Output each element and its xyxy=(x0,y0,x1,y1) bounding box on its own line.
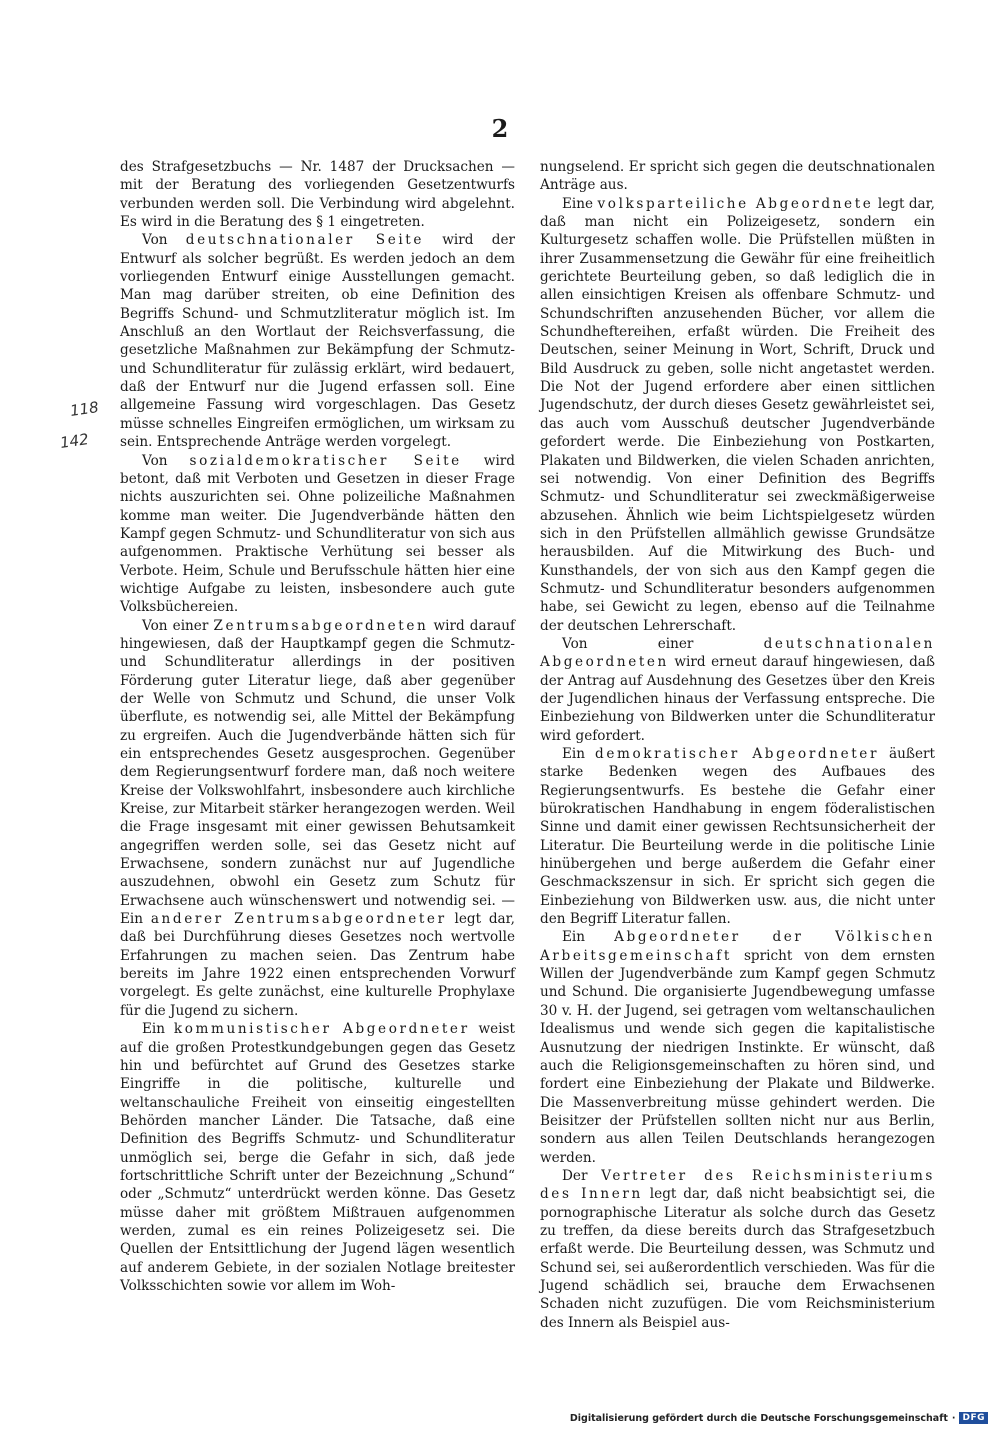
paragraph-text: Von einer xyxy=(142,617,214,634)
spaced-speaker-label: Zentrumsabgeordneten xyxy=(213,617,429,634)
spaced-speaker-label: volksparteiliche Abgeordnete xyxy=(597,195,874,212)
paragraph-text: Von einer xyxy=(562,635,764,652)
spaced-speaker-label: deutschnationalen Abgeordneten xyxy=(540,635,935,671)
footer xyxy=(570,1412,988,1424)
footer-separator-icon: · xyxy=(951,1412,956,1424)
paragraph xyxy=(120,617,515,1021)
spaced-speaker-label: sozialdemokratischer Seite xyxy=(189,452,462,469)
paragraph-text: legt dar, daß man nicht ein Polizeigesetz, sondern ein Kulturgesetz schaffen wolle. Die Prüfstellen müßten in ihrer Zusammensetzung die Gewähr für eine freiheitlich gerichtete Beurteilung geben, so daß lediglich die in allen einsichtigen Kreisen als offenbare Schmutz- und Schundschriften anzusehenden Bücher, vor allem die Schundheftereihen, erfaßt würden. Die Freiheit des Deutschen, seiner Meinung in Wort, Schrift, Druck und Bild Ausdruck zu geben, solle nicht angetastet werden. Die Not der Jugend erfordere aber einen sittlichen Jugendschutz, der durch dieses Gesetz gewährleistet sei, das auch vom Ausschuß deutscher Jugendverbände gefordert werde. Die Einbeziehung von Postkarten, Plakaten und Bildwerken, die vielen Schaden anrichten, sei notwendig. Von einer Definition des Begriffs Schmutz- und Schundliteratur sei zweckmäßigerweise abzusehen. Ähnlich wie beim Lichtspielgesetz würden sich in den Prüfstellen allmählich gewisse Grundsätze herausbilden. Auf die Mitwirkung des Buch- und Kunsthandels, der von sich aus den Kampf gegen die Schmutz- und Schundliteratur besonders aufgenommen habe, sei Gewicht zu legen, ebenso auf die Teilnahme der deutschen Lehrerschaft. xyxy=(540,195,935,634)
right-column xyxy=(540,158,935,1332)
spaced-speaker-label: Abgeordneter der Völkischen Arbeitsgemeinschaft xyxy=(540,929,935,964)
paragraph-text: wird erneut darauf hingewiesen, daß der Antrag auf Ausdehnung des Gesetzes über den Kreis der Jugendlichen hinaus der Verfassung entspreche. Die Einbeziehung von Bildwerken unter die Schundliteratur wird gefordert. xyxy=(540,654,935,744)
paragraph-text: Ein xyxy=(562,929,615,946)
continued-paragraph xyxy=(120,158,515,231)
paragraph-text: Von xyxy=(142,232,186,249)
paragraph-text: wird betont, daß mit Verboten und Gesetzen in dieser Frage nichts auszurichten sei. Ohne polizeiliche Maßnahmen komme man weiter. Die Jugendverbände hätten den Kampf gegen Schmutz- und Schundliteratur von sich aus aufgenommen. Praktische Verhütung sei besser als Verbote. Heim, Schule und Berufsschule hätten hier eine wichtige Aufgabe zu leisten, insbesondere auch gute Volksbüchereien. xyxy=(120,452,515,616)
paragraph xyxy=(120,1020,515,1295)
paragraph-text: nungselend. Er spricht sich gegen die deutschnationalen Anträge aus. xyxy=(540,159,935,194)
paragraph-text: Von xyxy=(142,452,190,469)
paragraph-text: des Strafgesetzbuchs — Nr. 1487 der Drucksachen — mit der Beratung des vorliegenden Gesetzentwurfs verbunden werden soll. Die Verbindung wird abgelehnt. Es wird in die Beratung des § 1 eingetreten. xyxy=(120,159,515,231)
paragraph xyxy=(540,195,935,635)
continued-paragraph xyxy=(540,158,935,195)
paragraph-text: wird darauf hingewiesen, daß der Hauptkampf gegen die Schmutz- und Schundliteratur allerdings in der positiven Förderung guter Literatur liege, daß aber gegenüber der Welle von Schmutz und Schund, die unser Volk überflute, es notwendig sei, alle Mittel der Bekämpfung zu ergreifen. Auch die Jugendverbände hätten sich für ein entsprechendes Gesetz ausgesprochen. Gegenüber dem Regierungsentwurf fordere man, daß noch weitere Kreise der Volkswohlfahrt, insbesondere auch kirchliche Kreise, zur Mitarbeit stärker herangezogen werden. Weil die Frage insgesamt mit einer gewissen Behutsamkeit angegriffen werden solle, sei das Gesetz nicht auf Erwachsene, sondern zunächst nur auf Jugendliche auszudehnen, obwohl ein Gesetz zum Schutz für Erwachsene auch wünschenswert und notwendig sei. — Ein xyxy=(120,617,515,928)
paragraph xyxy=(540,1167,935,1332)
paragraph-text: wird der Entwurf als solcher begrüßt. Es werden jedoch an dem vorliegenden Entwurf einige Ausstellungen gemacht. Man mag darüber streiten, ob eine Definition des Begriffs Schund- und Schmutzliteratur möglich ist. Im Anschluß an den Wortlaut der Reichsverfassung, die gesetzliche Maßnahmen zur Bekämpfung der Schmutz- und Schundliteratur für zulässig erklärt, wird bedauert, daß der Entwurf nur die Jugend erfassen soll. Eine allgemeine Fassung wird vorgeschlagen. Das Gesetz müsse schnelles Eingreifen ermöglichen, um wirksam zu sein. Entsprechende Anträge werden vorgelegt. xyxy=(120,232,515,451)
paragraph xyxy=(120,452,515,617)
page-number: 2 xyxy=(491,114,509,143)
spaced-speaker-label: anderer Zentrumsabgeordneter xyxy=(150,911,447,928)
spaced-speaker-label: deutschnationaler Seite xyxy=(185,232,424,249)
paragraph-text: Ein xyxy=(562,746,596,762)
paragraph xyxy=(540,928,935,1166)
paragraph-text: Der xyxy=(562,1167,602,1184)
paragraph xyxy=(540,745,935,928)
paragraph-text: legt dar, daß nicht beabsichtigt sei, die pornographische Literatur als solche durch das Gesetz zu treffen, da diese bereits durch das Strafgesetzbuch erfaßt werde. Die Beurteilung dessen, was Schmutz und Schund sei, sei außerordentlich verschieden. Was für die Jugend schädlich sei, brauche dem Erwachsenen Schaden nicht zuzufügen. Die vom Reichsministerium des Innern als Beispiel aus- xyxy=(540,1186,935,1331)
spaced-speaker-label: kommunistischer Abgeordneter xyxy=(173,1021,470,1038)
paragraph-text: legt dar, daß bei Durchführung dieses Gesetzes noch wertvolle Erfahrungen zu machen seien. Das Zentrum habe bereits im Jahre 1922 einen entsprechenden Vorwurf vorgelegt. Es gelte zunächst, eine kulturelle Prophylaxe für die Jugend zu sichern. xyxy=(120,911,515,1019)
paragraph-text: Ein xyxy=(142,1021,174,1038)
footer-credit: Digitalisierung gefördert durch die Deutsche Forschungsgemeinschaft xyxy=(569,1412,948,1424)
paragraph-text: Eine xyxy=(562,195,598,212)
paragraph-text: äußert starke Bedenken wegen des Aufbaues des Regierungsentwurfs. Es bestehe die Gefahr einer bürokratischen Handhabung in engem föderalistischen Sinne und damit einer gewissen Rechtsunsicherheit der Literatur. Die Beurteilung werde in die politische Linie hinübergehen und berge außerdem die Gefahr einer Geschmackszensur in sich. Er spricht sich gegen die Einbeziehung von Bildwerken usw. aus, die nicht unter den Begriff Literatur fallen. xyxy=(540,746,935,928)
margin-note-2: 142 xyxy=(58,430,90,452)
left-column xyxy=(120,158,515,1295)
margin-note-1: 118 xyxy=(68,398,100,420)
spaced-speaker-label: Vertreter des Reichsministeriums des Innern xyxy=(540,1167,936,1203)
paragraph xyxy=(120,231,515,451)
paragraph xyxy=(540,635,935,745)
dfg-logo-icon: DFG xyxy=(959,1412,988,1424)
paragraph-text: spricht von dem ernsten Willen der Jugendverbände zum Kampf gegen Schmutz und Schund. Die organisierte Jugendbewegung umfasse 30 v. H. der Jugend, sei getragen vom weltanschaulichen Idealismus und wende sich gegen die kapitalistische Ausnutzung der niedrigen Instinkte. Er wünscht, daß auch die Religionsgemeinschaften zu hören sind, und fordert eine Einbeziehung der Plakate und Bildwerke. Die Massenverbreitung müsse gehindert werden. Die Beisitzer der Prüfstellen sollten nicht nur aus Berlin, sondern aus allen Teilen Deutschlands herangezogen werden. xyxy=(540,947,935,1166)
spaced-speaker-label: demokratischer Abgeordneter xyxy=(595,746,880,762)
paragraph-text: weist auf die großen Protestkundgebungen gegen das Gesetz hin und befürchtet auf Grund des Gesetzes starke Eingriffe in die politische, kulturelle und weltanschauliche Freiheit von einseitig eingestellten Behörden mancher Länder. Die Tatsache, daß eine Definition des Begriffs Schmutz- und Schundliteratur unmöglich sei, berge die Gefahr in sich, daß jede fortschrittliche Schrift unter der Bezeichnung „Schund“ oder „Schmutz“ unterdrückt werden könne. Das Gesetz müsse daher mit größtem Mißtrauen aufgenommen werden, zumal es ein reines Polizeigesetz sei. Die Quellen der Entsittlichung der Jugend lägen wesentlich auf anderem Gebiete, in der sozialen Notlage breitester Volksschichten sowie vor allem im Woh- xyxy=(120,1021,515,1294)
